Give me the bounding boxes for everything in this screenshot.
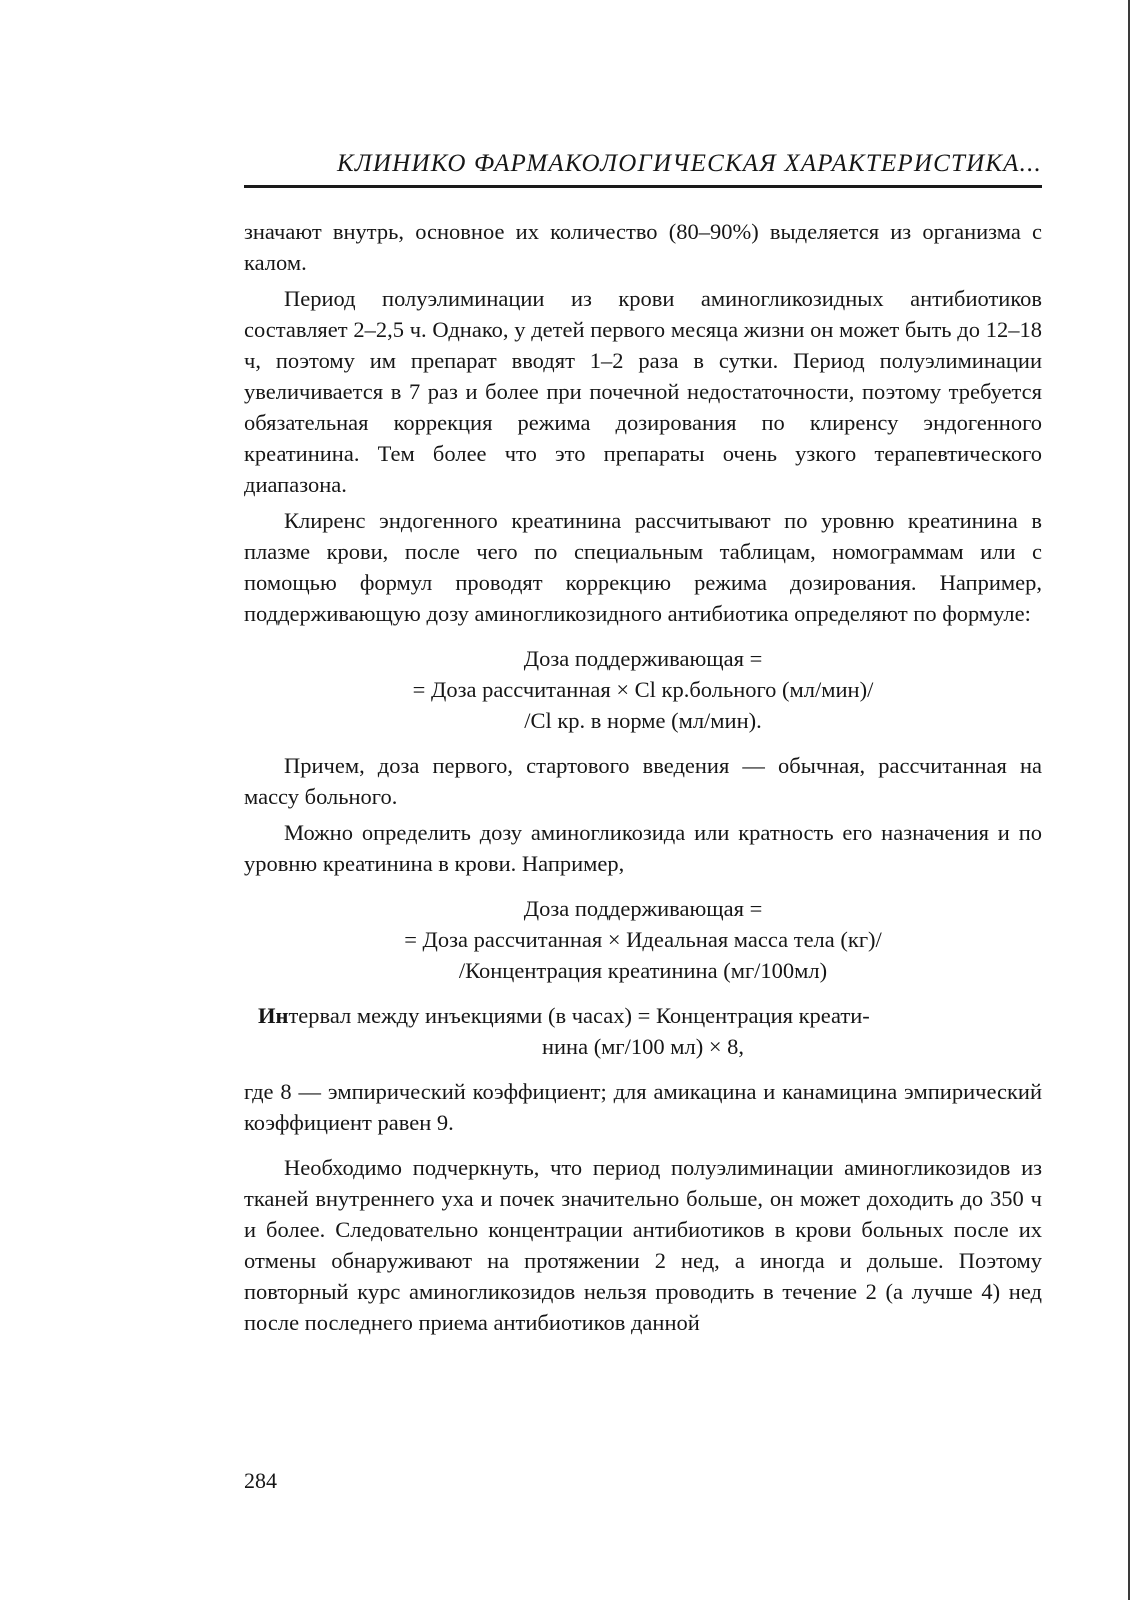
formula-maintenance-dose-clearance (244, 643, 1042, 736)
formula-line: = Доза рассчитанная × Идеальная масса тела (кг)/ (404, 927, 882, 952)
formula-line: Доза поддерживающая = (523, 646, 763, 671)
running-header (244, 150, 1042, 186)
paragraph-first-dose: Причем, доза первого, стартового введения — обычная, рассчитанная на массу больного. (244, 753, 1042, 809)
formula-maintenance-dose-creatinine (244, 893, 1042, 986)
formula-injection-interval (244, 1000, 1042, 1062)
formula-lead: Ин (258, 1003, 289, 1028)
paragraph-continuation: значают внутрь, основное их количество (80–90%) выделяется из организма с калом. (244, 219, 1042, 275)
running-header-title: КЛИНИКО ФАРМАКОЛОГИЧЕСКАЯ ХАРАКТЕРИСТИКА... (337, 150, 1042, 177)
paragraph-tissue-half-life: Необходимо подчеркнуть, что период полуэлиминации аминогликозидов из тканей внутреннего уха и почек значительно больше, он может доходить до 350 ч и более. Следовательно концентрации антибиотиков в крови больных после их отмены обнаруживают на протяжении 2 нед, а иногда и дольше. Поэтому повторный курс аминогликозидов нельзя проводить в течение 2 (а лучше 4) нед после последнего приема антибиотиков данной (244, 1155, 1042, 1335)
formula-line: Доза поддерживающая = (523, 896, 763, 921)
page-body (244, 216, 1042, 1338)
paragraph-coefficient: где 8 — эмпирический коэффициент; для амикацина и канамицина эмпирический коэффициент равен 9. (244, 1079, 1042, 1135)
paragraph-half-life: Период полуэлиминации из крови аминогликозидных антибиотиков составляет 2–2,5 ч. Однако, у детей первого месяца жизни он может быть до 12–18 ч, поэтому им препарат вводят 1–2 раза в сутки. Период полуэлиминации увеличивается в 7 раз и более при почечной недостаточности, поэтому требуется обязательная коррекция режима дозирования по клиренсу эндогенного креатинина. Тем более что это препараты очень узкого терапевтического диапазона. (244, 286, 1042, 497)
formula-text: тервал между инъекциями (в часах) = Концентрация креати- (288, 1003, 870, 1028)
header-rule (244, 185, 1042, 188)
formula-line (244, 1000, 1042, 1031)
paragraph-creatinine-level: Можно определить дозу аминогликозида или кратность его назначения и по уровню креатинина в крови. Например, (244, 820, 1042, 876)
formula-line: = Доза рассчитанная × Cl кр.больного (мл/мин)/ (412, 677, 874, 702)
page-number: 284 (244, 1468, 277, 1493)
paragraph-clearance: Клиренс эндогенного креатинина рассчитывают по уровню креатинина в плазме крови, после чего по специальным таблицам, номограммам или с помощью формул проводят коррекцию режима дозирования. Например, поддерживающую дозу аминогликозидного антибиотика определяют по формуле: (244, 508, 1042, 626)
formula-line: /Концентрация креатинина (мг/100мл) (458, 958, 828, 983)
formula-line: нина (мг/100 мл) × 8, (541, 1034, 745, 1059)
formula-line: /Cl кр. в норме (мл/мин). (524, 708, 762, 733)
page-edge-line (1128, 0, 1130, 1600)
